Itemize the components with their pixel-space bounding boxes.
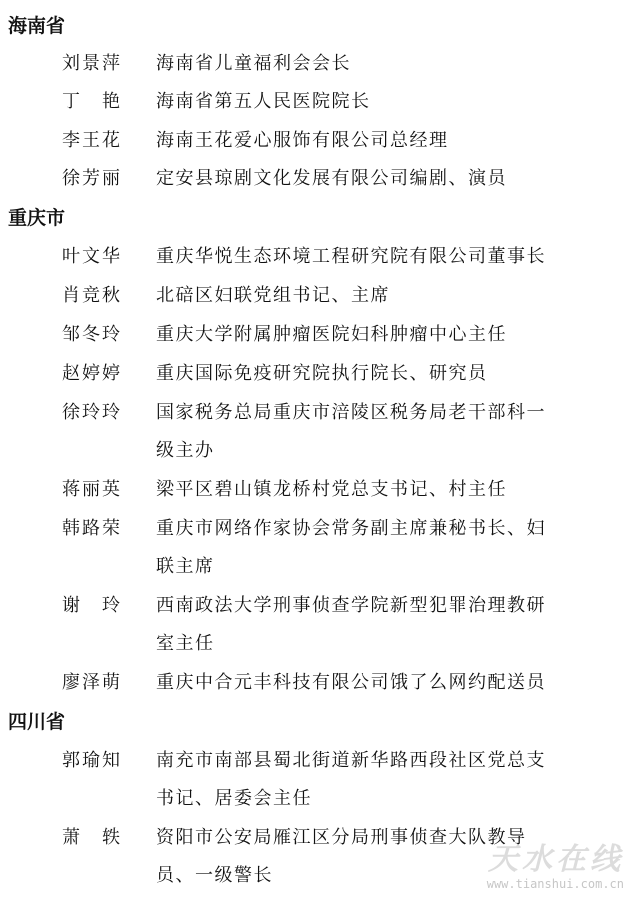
person-name: 萧 轶 <box>62 827 122 848</box>
person-title-line: 重庆市网络作家协会常务副主席兼秘书长、妇 <box>156 518 546 539</box>
person-title-line: 海南王花爱心服饰有限公司总经理 <box>156 130 449 151</box>
person-title-line: 书记、居委会主任 <box>156 788 312 809</box>
person-name: 徐芳丽 <box>62 168 122 189</box>
person-title <box>156 749 618 825</box>
person-title <box>156 478 618 516</box>
person-title-line: 级主办 <box>156 440 215 461</box>
section-title-hainan: 海南省 <box>8 15 66 37</box>
person-title-line: 国家税务总局重庆市涪陵区税务局老干部科一 <box>156 402 546 423</box>
person-name: 蒋丽英 <box>62 479 122 500</box>
person-title-line: 定安县琼剧文化发展有限公司编剧、演员 <box>156 168 507 189</box>
person-name: 谢 玲 <box>62 595 122 616</box>
site-watermark <box>487 843 624 891</box>
person-title <box>156 245 618 283</box>
person-title-line: 资阳市公安局雁江区分局刑事侦查大队教导 <box>156 827 527 848</box>
person-title <box>156 284 618 322</box>
person-title <box>156 323 618 361</box>
person-title-line: 室主任 <box>156 633 215 654</box>
person-title-line: 海南省儿童福利会会长 <box>156 53 351 74</box>
person-title <box>156 90 618 128</box>
person-title-line: 联主席 <box>156 556 215 577</box>
person-name: 丁 艳 <box>62 91 122 112</box>
person-title-line: 重庆大学附属肿瘤医院妇科肿瘤中心主任 <box>156 324 507 345</box>
person-title-line: 重庆国际免疫研究院执行院长、研究员 <box>156 363 488 384</box>
watermark-url: www.tianshui.com.cn <box>486 877 624 891</box>
person-title-line: 梁平区碧山镇龙桥村党总支书记、村主任 <box>156 479 507 500</box>
person-title <box>156 129 618 167</box>
person-title-line: 海南省第五人民医院院长 <box>156 91 371 112</box>
watermark-logo: 天水在线 <box>488 842 624 877</box>
person-title <box>156 52 618 90</box>
section-title-chongqing: 重庆市 <box>8 207 66 229</box>
person-name: 郭瑜知 <box>62 750 122 771</box>
person-title <box>156 401 618 477</box>
person-title-line: 南充市南部县蜀北街道新华路西段社区党总支 <box>156 750 546 771</box>
person-title-line: 西南政法大学刑事侦查学院新型犯罪治理教研 <box>156 595 546 616</box>
person-name: 韩路荣 <box>62 518 122 539</box>
person-name: 叶文华 <box>62 246 122 267</box>
section-title-sichuan: 四川省 <box>8 711 66 733</box>
person-name: 李王花 <box>62 130 122 151</box>
person-name: 赵婷婷 <box>62 363 122 384</box>
person-title-line: 重庆中合元丰科技有限公司饿了么网约配送员 <box>156 672 546 693</box>
person-title <box>156 517 618 593</box>
person-title <box>156 167 618 205</box>
person-name: 廖泽萌 <box>62 672 122 693</box>
person-title <box>156 594 618 670</box>
person-title-line: 重庆华悦生态环境工程研究院有限公司董事长 <box>156 246 546 267</box>
person-name: 刘景萍 <box>62 53 122 74</box>
person-title <box>156 671 618 709</box>
person-title <box>156 362 618 400</box>
person-title-line: 员、一级警长 <box>156 865 273 886</box>
person-name: 邹冬玲 <box>62 324 122 345</box>
person-name: 徐玲玲 <box>62 402 122 423</box>
person-name: 肖竞秋 <box>62 285 122 306</box>
person-title-line: 北碚区妇联党组书记、主席 <box>156 285 390 306</box>
